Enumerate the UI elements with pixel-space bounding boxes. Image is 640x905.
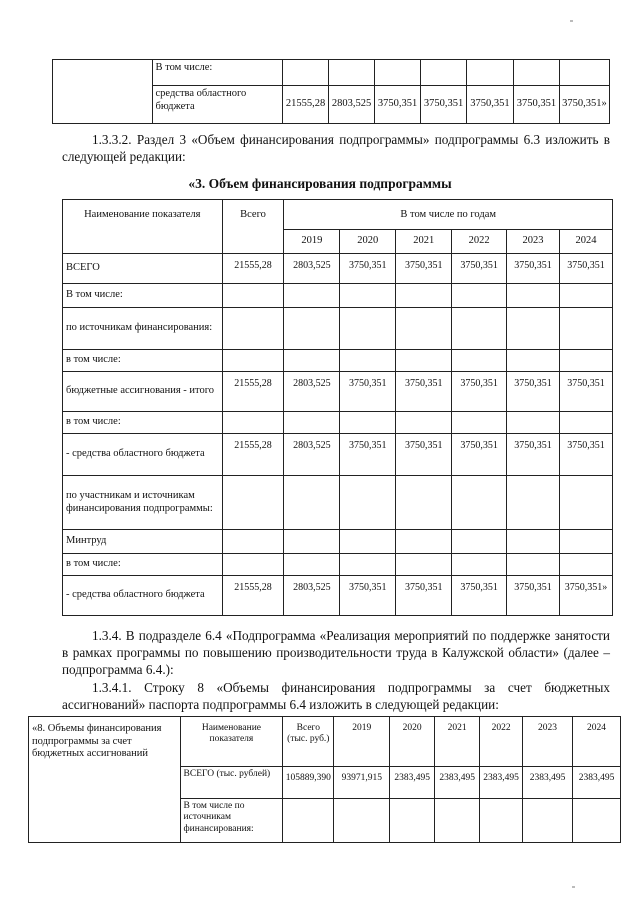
table-cell-value xyxy=(559,554,612,576)
table-row xyxy=(63,254,613,284)
table-cell-value: 105889,390 xyxy=(283,767,334,799)
paragraph-1-3-4: 1.3.4. В подразделе 6.4 «Подпрограмма «Реализация мероприятий по поддержке занятости в рамках программы по повышению производительности труда в Калужской области» (далее – подпрограмма 6.4.): xyxy=(62,628,610,677)
header-indicator: Наименование показателя xyxy=(180,717,283,767)
table-cell-value xyxy=(340,412,396,434)
table-cell-value: 93971,915 xyxy=(334,767,390,799)
table-cell-value xyxy=(222,284,284,308)
table-cell-value: 2803,525 xyxy=(284,434,340,476)
table-cell-value: 2803,525 xyxy=(284,576,340,616)
header-year: 2022 xyxy=(480,717,523,767)
table-cell-value xyxy=(340,554,396,576)
table-cell-value: 3750,351 xyxy=(421,86,467,124)
table-row xyxy=(63,412,613,434)
table-cell-value: 3750,351» xyxy=(559,576,612,616)
header-year: 2019 xyxy=(284,230,340,254)
table-cell-label: В том числе: xyxy=(63,284,223,308)
table-cell-value xyxy=(222,412,284,434)
header-years-group: В том числе по годам xyxy=(284,200,613,230)
table-cell-label: В том числе по источникам финансирования: xyxy=(180,799,283,843)
header-total: Всего (тыс. руб.) xyxy=(283,717,334,767)
header-year: 2023 xyxy=(507,230,560,254)
table-cell-value xyxy=(507,412,560,434)
table-cell-value xyxy=(284,284,340,308)
table-cell-value xyxy=(340,476,396,530)
table-cell-value xyxy=(396,284,452,308)
table-cell-label: ВСЕГО xyxy=(63,254,223,284)
table-cell-value: 3750,351 xyxy=(340,254,396,284)
table-cell-value: 3750,351 xyxy=(340,434,396,476)
financing-table xyxy=(62,199,613,616)
table-row xyxy=(63,350,613,372)
empty-cell xyxy=(53,60,153,124)
table-cell-value xyxy=(284,476,340,530)
table-cell-value xyxy=(452,476,507,530)
table-row xyxy=(63,530,613,554)
header-year: 2020 xyxy=(390,717,435,767)
table-cell-value: 3750,351 xyxy=(559,254,612,284)
passport-table xyxy=(28,716,621,843)
table-cell-value xyxy=(452,530,507,554)
table-cell-value: 21555,28 xyxy=(222,576,284,616)
table-cell-value xyxy=(507,554,560,576)
header-year: 2024 xyxy=(573,717,621,767)
table-cell-value xyxy=(559,308,612,350)
table-cell-label: в том числе: xyxy=(63,350,223,372)
table-cell-value: 3750,351 xyxy=(396,434,452,476)
table-cell-value: 2383,495 xyxy=(435,767,480,799)
table-cell-label: в том числе: xyxy=(63,554,223,576)
table-cell-value: 3750,351 xyxy=(513,86,559,124)
table-cell-value: 3750,351 xyxy=(559,372,612,412)
table-cell-value xyxy=(559,412,612,434)
table-cell-value xyxy=(340,284,396,308)
table-cell-value: 3750,351 xyxy=(507,576,560,616)
table-row xyxy=(63,308,613,350)
table-cell-value xyxy=(340,350,396,372)
table-cell-label: ВСЕГО (тыс. рублей) xyxy=(180,767,283,799)
table-cell-value: 2803,525 xyxy=(284,254,340,284)
table-cell-value xyxy=(340,530,396,554)
table-cell-value xyxy=(396,530,452,554)
header-year: 2020 xyxy=(340,230,396,254)
table-cell-label: - средства областного бюджета xyxy=(63,434,223,476)
table-cell-value xyxy=(507,350,560,372)
table-cell-value xyxy=(284,308,340,350)
table-cell-value: 21555,28 xyxy=(222,254,284,284)
header-total: Всего xyxy=(222,200,284,254)
header-year: 2023 xyxy=(523,717,573,767)
table-cell-label: бюджетные ассигнования - итого xyxy=(63,372,223,412)
table-cell-label: средства областного бюджета xyxy=(152,86,283,124)
table-cell-value xyxy=(340,308,396,350)
table-cell-label: В том числе: xyxy=(152,60,283,86)
table-row xyxy=(63,434,613,476)
table-row xyxy=(63,476,613,530)
header-year: 2022 xyxy=(452,230,507,254)
paragraph-1-3-3-2: 1.3.3.2. Раздел 3 «Объем финансирования подпрограммы» подпрограммы 6.3 изложить в следующей редакции: xyxy=(62,132,610,164)
table-cell-value xyxy=(507,476,560,530)
table-cell-value: 3750,351 xyxy=(452,576,507,616)
table-cell-value: 3750,351 xyxy=(559,434,612,476)
section-title: «3. Объем финансирования подпрограммы xyxy=(188,176,452,191)
table-cell-value xyxy=(507,530,560,554)
table-cell-value: 3750,351 xyxy=(375,86,421,124)
top-table xyxy=(52,59,610,124)
table-cell-value xyxy=(452,284,507,308)
table-cell-value xyxy=(396,350,452,372)
table-cell-value: 3750,351 xyxy=(396,372,452,412)
table-cell-value xyxy=(452,350,507,372)
table-cell-value: 2803,525 xyxy=(329,86,375,124)
table-cell-value xyxy=(559,350,612,372)
header-year: 2024 xyxy=(559,230,612,254)
table-cell-value: 3750,351 xyxy=(396,254,452,284)
table-cell-value xyxy=(396,476,452,530)
table-cell-value: 3750,351 xyxy=(507,372,560,412)
table-cell-value: 3750,351 xyxy=(507,254,560,284)
table-cell-value: 3750,351 xyxy=(340,372,396,412)
table-cell-value xyxy=(284,412,340,434)
table-cell-value xyxy=(559,284,612,308)
table-cell-value xyxy=(452,554,507,576)
table-cell-value xyxy=(396,412,452,434)
table-cell-label: в том числе: xyxy=(63,412,223,434)
table-cell-value xyxy=(559,476,612,530)
table-cell-value xyxy=(222,350,284,372)
table-cell-value: 2383,495 xyxy=(480,767,523,799)
table-cell-value: 21555,28 xyxy=(222,372,284,412)
scan-speck xyxy=(570,20,573,22)
table-cell-value: 2383,495 xyxy=(390,767,435,799)
table-row xyxy=(63,372,613,412)
table-cell-value xyxy=(284,350,340,372)
table-cell-value xyxy=(222,308,284,350)
table-row xyxy=(63,284,613,308)
table-cell-value xyxy=(222,530,284,554)
table-cell-value xyxy=(396,308,452,350)
table-cell-value xyxy=(507,308,560,350)
table-cell-value: 2383,495 xyxy=(573,767,621,799)
table-cell-value xyxy=(559,530,612,554)
table-cell-value xyxy=(396,554,452,576)
table-cell-value: 3750,351 xyxy=(452,254,507,284)
table-cell-label: по источникам финансирования: xyxy=(63,308,223,350)
table-cell-value: 21555,28 xyxy=(283,86,329,124)
table-row xyxy=(63,576,613,616)
table-cell-value xyxy=(222,476,284,530)
scan-speck xyxy=(572,886,575,888)
table-cell-value: 3750,351 xyxy=(452,434,507,476)
header-year: 2021 xyxy=(435,717,480,767)
table-row xyxy=(63,554,613,576)
table-cell-value xyxy=(507,284,560,308)
table-cell-value: 3750,351 xyxy=(396,576,452,616)
table-cell-label: - средства областного бюджета xyxy=(63,576,223,616)
table-cell-value xyxy=(284,530,340,554)
paragraph-1-3-4-1: 1.3.4.1. Строку 8 «Объемы финансирования подпрограммы за счет бюджетных ассигнований» паспорта подпрограммы 6.4 изложить в следующей редакции: xyxy=(62,680,610,712)
row-8-label: «8. Объемы финансирования подпрограммы за счет бюджетных ассигнований xyxy=(29,717,181,843)
header-year: 2019 xyxy=(334,717,390,767)
header-year: 2021 xyxy=(396,230,452,254)
table-cell-value: 3750,351 xyxy=(507,434,560,476)
table-cell-label: Минтруд xyxy=(63,530,223,554)
table-cell-label: по участникам и источникам финансирования подпрограммы: xyxy=(63,476,223,530)
table-cell-value: 3750,351» xyxy=(559,86,609,124)
table-cell-value: 21555,28 xyxy=(222,434,284,476)
table-cell-value: 3750,351 xyxy=(452,372,507,412)
table-cell-value: 3750,351 xyxy=(340,576,396,616)
table-cell-value: 2383,495 xyxy=(523,767,573,799)
table-cell-value xyxy=(452,412,507,434)
table-cell-value xyxy=(452,308,507,350)
table-cell-value: 3750,351 xyxy=(467,86,514,124)
table-cell-value: 2803,525 xyxy=(284,372,340,412)
header-indicator: Наименование показателя xyxy=(63,200,223,254)
table-cell-value xyxy=(222,554,284,576)
table-cell-value xyxy=(284,554,340,576)
